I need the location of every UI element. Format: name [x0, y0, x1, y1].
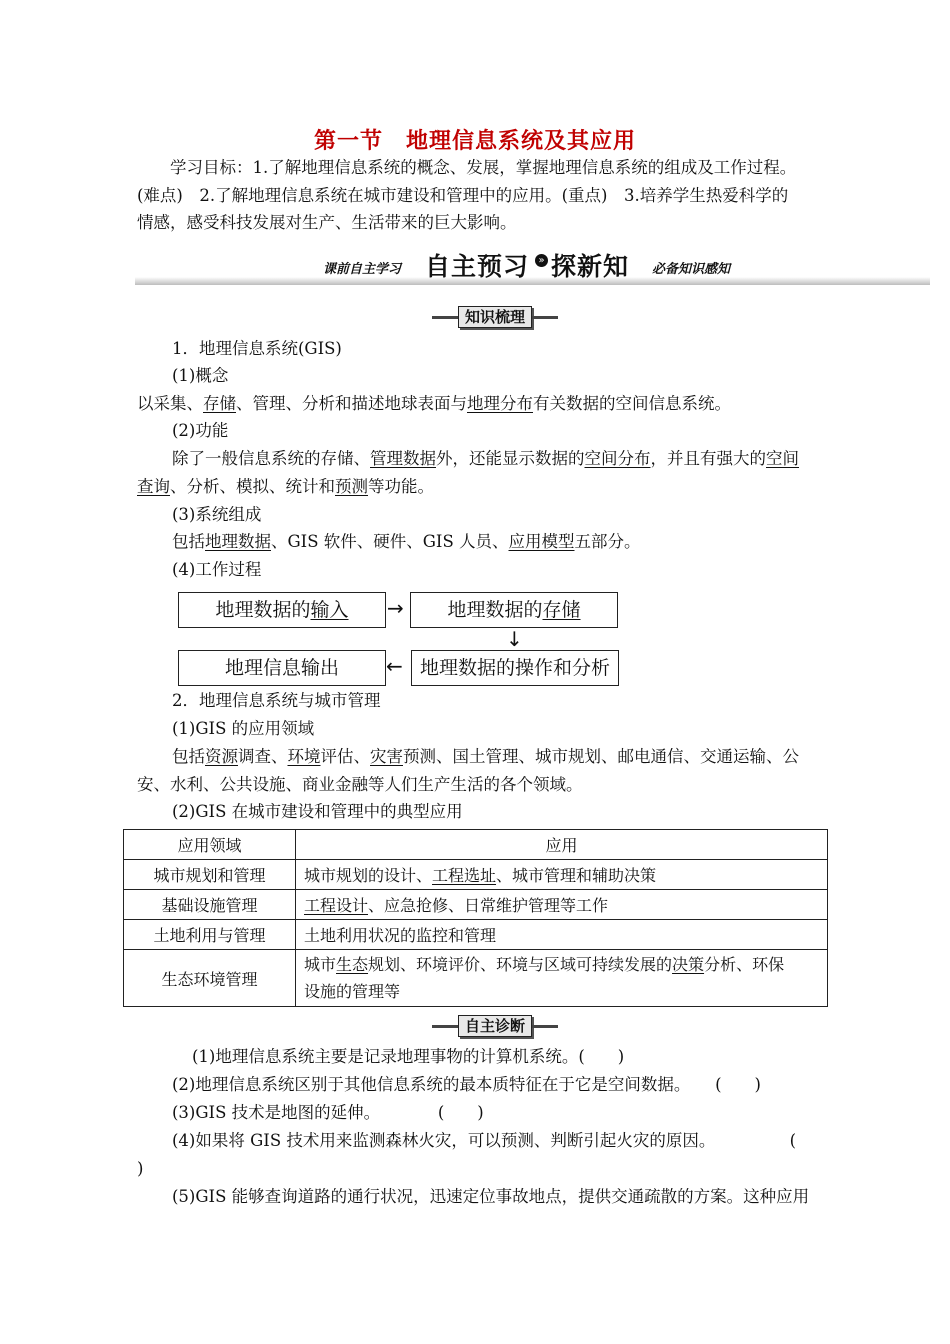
text-run: 外，还能显示数据的: [436, 449, 585, 468]
objectives-line-3: 情感，感受科技发展对生产、生活带来的巨大影响。: [137, 213, 517, 232]
concept-heading: (1)概念: [172, 366, 229, 385]
table-header-row: [124, 830, 828, 860]
text-run: 、GIS 软件、硬件、GIS 人员、: [271, 532, 509, 551]
text-run: 城市: [304, 955, 337, 974]
underlined-answer: 应用模型: [508, 532, 575, 551]
underlined-answer: 工程设计: [304, 896, 369, 915]
text-run: 有关数据的空间信息系统。: [533, 394, 731, 413]
function-text-2: [137, 477, 434, 497]
text-run: 规划、环境评价、环境与区域可持续发展的: [368, 955, 673, 974]
underlined-answer: 管理数据: [370, 449, 436, 468]
objectives-line-2: (难点) 2.了解地理信息系统在城市建设和管理中的应用。(重点) 3.培养学生热爱科学的: [137, 186, 789, 205]
underlined-answer: 空间分布: [584, 449, 651, 468]
underlined-answer: 灾害: [370, 747, 403, 766]
table-row: [124, 860, 828, 890]
diagnosis-q3: (3)GIS 技术是地图的延伸。 ( ): [172, 1103, 484, 1122]
text-run: 、城市管理和辅助决策: [496, 866, 657, 885]
text-run: 、管理、分析和描述地球表面与: [236, 394, 467, 413]
banner-arrow-icon: »: [535, 254, 548, 267]
section-banner: [135, 247, 930, 285]
table-cell-app: [296, 920, 828, 950]
concept-text: [137, 394, 731, 414]
underlined-answer: 查询: [137, 477, 170, 496]
underlined-answer: 资源: [205, 747, 238, 766]
underlined-answer: 环境: [287, 747, 321, 766]
text-run: 地理数据的: [447, 599, 543, 621]
underlined-answer: 存储: [203, 394, 236, 413]
underlined-answer: 地理分布: [467, 394, 533, 413]
text-run: 评估、: [320, 747, 370, 766]
text-run: 五部分。: [574, 532, 641, 551]
underlined-answer: 存储: [542, 599, 581, 621]
section-tag-knowledge: [432, 306, 558, 328]
arrow-right-icon: →: [387, 596, 404, 620]
text-run: 等功能。: [368, 477, 434, 496]
underlined-answer: 决策: [672, 955, 705, 974]
arrow-down-icon: ↓: [506, 627, 523, 651]
diagnosis-q2: (2)地理信息系统区别于其他信息系统的最本质特征在于它是空间数据。 ( ): [172, 1075, 761, 1094]
text-run: 分析、环保: [704, 955, 785, 974]
text-run: 地理数据的: [215, 599, 311, 621]
text-run: 除了一般信息系统的存储、: [172, 449, 370, 468]
text-run: 、应急抢修、日常维护管理等工作: [368, 896, 609, 915]
banner-bar: [135, 277, 930, 285]
banner-right-label: 必备知识感知: [652, 262, 731, 277]
diagnosis-q4-tail: ): [137, 1159, 144, 1178]
underlined-answer: 生态: [336, 955, 369, 974]
typical-heading: (2)GIS 在城市建设和管理中的典型应用: [172, 802, 463, 821]
table-cell-app: [296, 890, 828, 920]
underlined-answer: 空间: [766, 449, 799, 468]
heading-1: 1．地理信息系统(GIS): [172, 339, 342, 358]
table-row: [124, 890, 828, 920]
text-run: 包括: [172, 747, 205, 766]
application-table: [123, 829, 828, 1007]
tag-bar-left: [432, 1025, 458, 1028]
fields-text-2: 安、水利、公共设施、商业金融等人们生产生活的各个领域。: [137, 775, 583, 794]
table-cell-field: 基础设施管理: [124, 890, 296, 920]
flow-box-input: [178, 592, 386, 628]
diagnosis-q5: (5)GIS 能够查询道路的通行状况，迅速定位事故地点，提供交通疏散的方案。这种应用: [172, 1187, 810, 1206]
composition-heading: (3)系统组成: [172, 505, 262, 524]
banner-left-label: 课前自主学习: [323, 262, 402, 277]
table-cell-field: 城市规划和管理: [124, 860, 296, 890]
flow-box-analysis: 地理数据的操作和分析: [411, 650, 619, 686]
objectives-line-1: 学习目标：1.了解地理信息系统的概念、发展，掌握地理信息系统的组成及工作过程。: [170, 158, 797, 177]
flow-box-output: 地理信息输出: [178, 650, 386, 686]
arrow-left-icon: ←: [386, 654, 403, 678]
table-cell-app: [296, 950, 828, 1007]
underlined-answer: 地理数据: [205, 532, 271, 551]
banner-title-left: 自主预习: [425, 252, 530, 281]
tag-bar-right: [532, 316, 558, 319]
heading-2: 2．地理信息系统与城市管理: [172, 691, 381, 710]
text-run: 、分析、模拟、统计和: [170, 477, 335, 496]
text-run: ，并且有强大的: [650, 449, 766, 468]
function-text-1: [172, 449, 799, 469]
page-title: 第一节 地理信息系统及其应用: [313, 128, 636, 154]
diagnosis-q1: (1)地理信息系统主要是记录地理事物的计算机系统。( ): [192, 1047, 625, 1066]
tag-bar-right: [532, 1025, 558, 1028]
table-row: [124, 950, 828, 1007]
text-run: 城市规划的设计、: [304, 866, 433, 885]
fields-text-1: [172, 747, 799, 767]
underlined-answer: 输入: [310, 599, 349, 621]
text-run: 土地利用状况的监控和管理: [304, 926, 497, 945]
section-tag-label: 知识梳理: [458, 306, 532, 328]
flow-box-storage: [410, 592, 618, 628]
text-run: 以采集、: [137, 394, 203, 413]
diagnosis-q4: (4)如果将 GIS 技术用来监测森林火灾，可以预测、判断引起火灾的原因。 (: [172, 1131, 797, 1150]
underlined-answer: 工程选址: [432, 866, 497, 885]
function-heading: (2)功能: [172, 421, 229, 440]
text-run: 预测、国土管理、城市规划、邮电通信、交通运输、公: [403, 747, 799, 766]
table-header-cell: 应用领域: [124, 830, 296, 860]
banner-title-right: 探新知: [551, 252, 630, 281]
table-cell-field: 土地利用与管理: [124, 920, 296, 950]
section-tag-label: 自主诊断: [458, 1015, 532, 1037]
table-cell-field: 生态环境管理: [124, 950, 296, 1007]
text-run: 设施的管理等: [304, 982, 401, 1001]
table-header-cell: 应用: [296, 830, 828, 860]
process-heading: (4)工作过程: [172, 560, 262, 579]
table-cell-app: [296, 860, 828, 890]
fields-heading: (1)GIS 的应用领域: [172, 719, 315, 738]
table-row: [124, 920, 828, 950]
underlined-answer: 预测: [335, 477, 368, 496]
tag-bar-left: [432, 316, 458, 319]
text-run: 包括: [172, 532, 205, 551]
section-tag-diagnosis: [432, 1015, 558, 1037]
text-run: 调查、: [238, 747, 288, 766]
composition-text: [172, 532, 641, 552]
